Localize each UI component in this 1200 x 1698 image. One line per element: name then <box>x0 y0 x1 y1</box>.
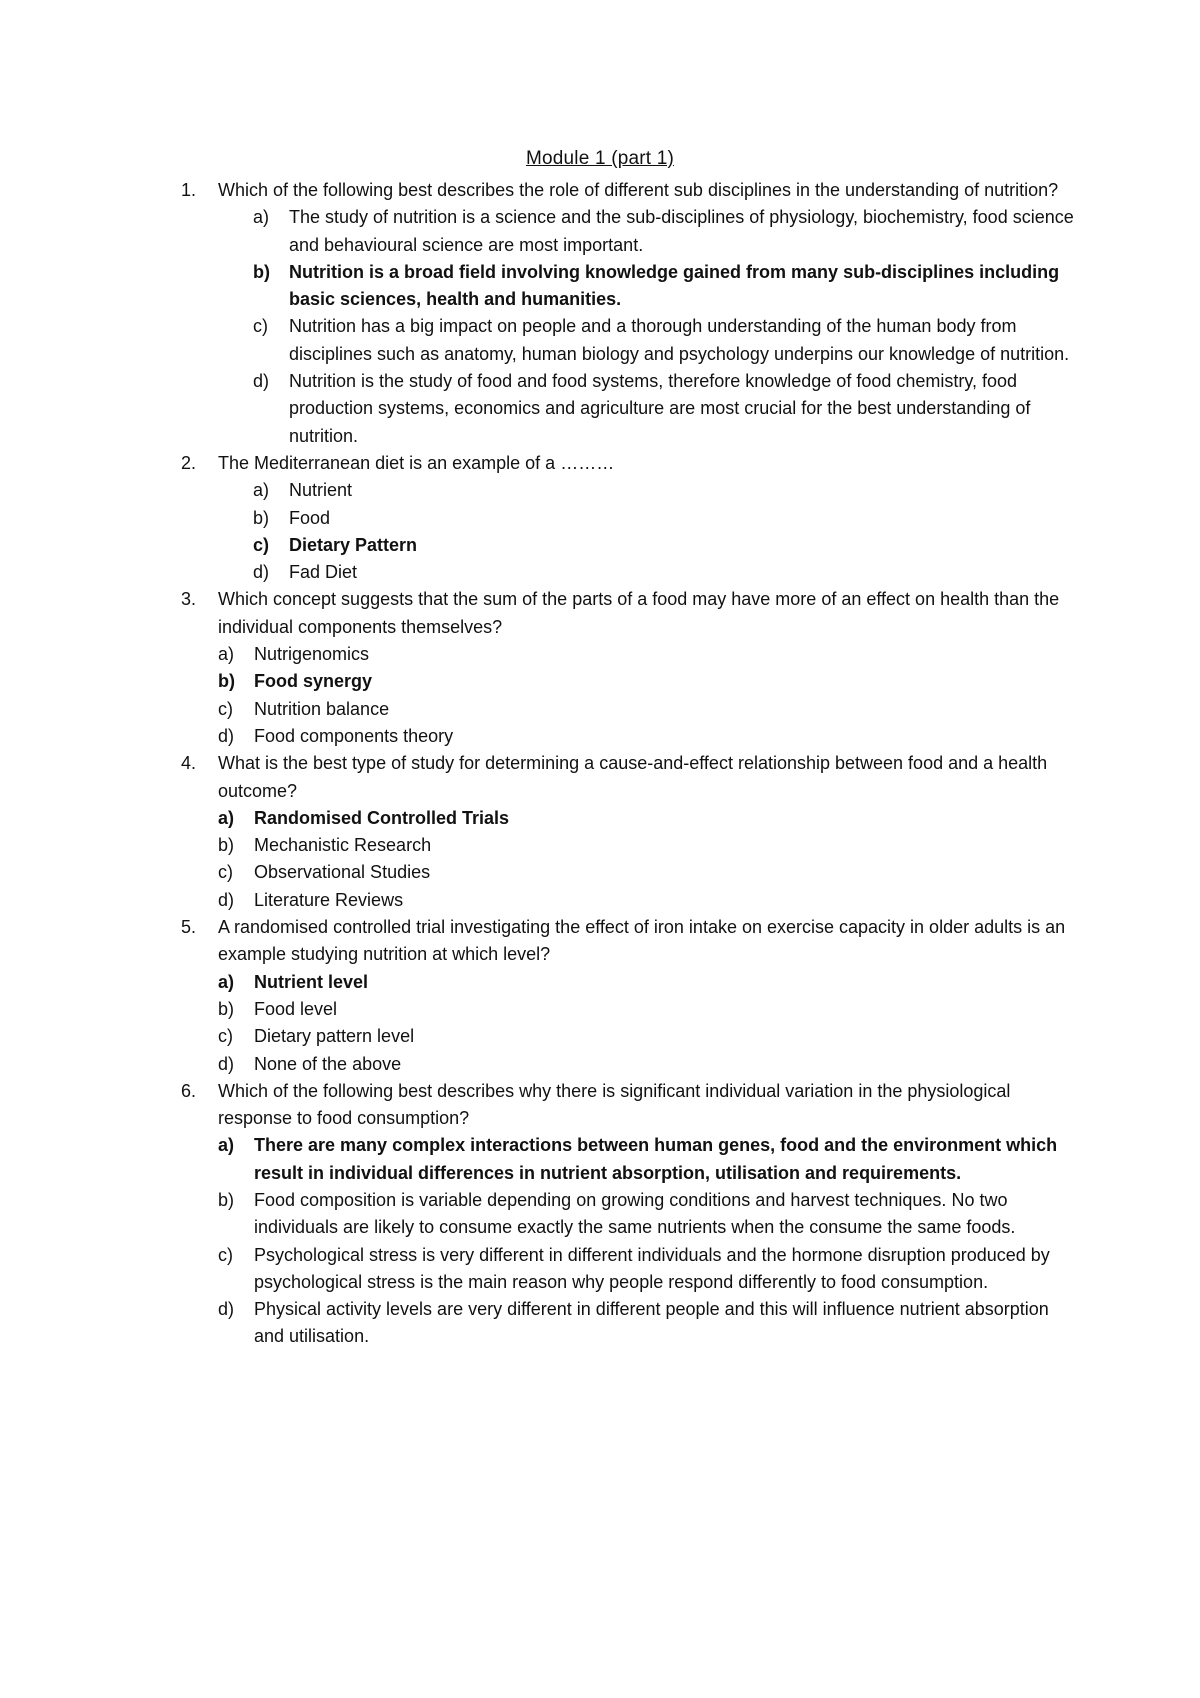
option-text: Nutrition has a big impact on people and a thorough understanding of the human body from disciplines such as anatomy, human biology and psychology underpins our knowledge of nutrition. <box>289 316 1070 364</box>
option-letter: a) <box>253 480 270 501</box>
question-6 <box>181 1078 1081 1351</box>
option-letter: a) <box>253 207 270 228</box>
option-letter: c) <box>253 316 268 337</box>
option-text: Food synergy <box>254 671 373 692</box>
question-text: A randomised controlled trial investigating the effect of iron intake on exercise capacity in older adults is an example studying nutrition at which level? <box>218 917 1066 965</box>
option-a <box>218 641 1081 668</box>
option-text: Literature Reviews <box>254 889 404 910</box>
option-letter: b) <box>218 1189 235 1210</box>
option-list <box>253 477 1081 586</box>
option-list <box>218 641 1081 750</box>
question-4 <box>181 750 1081 914</box>
option-text: Food components theory <box>254 725 454 746</box>
option-text: Physical activity levels are very different in different people and this will influence nutrient absorption and utilisation. <box>254 1299 1049 1347</box>
page-title: Module 1 (part 1) <box>525 148 675 169</box>
option-letter: a) <box>218 807 235 828</box>
question-5 <box>181 914 1081 1078</box>
question-1 <box>181 177 1081 450</box>
question-2 <box>181 450 1081 586</box>
option-b <box>218 832 1081 859</box>
option-b-correct <box>253 259 1081 314</box>
option-b-correct <box>218 668 1081 695</box>
question-number: 3. <box>181 589 197 610</box>
option-text: Mechanistic Research <box>254 835 432 856</box>
option-letter: d) <box>218 889 235 910</box>
option-letter: d) <box>218 1053 235 1074</box>
question-3 <box>181 586 1081 750</box>
option-list <box>253 204 1081 450</box>
option-letter: b) <box>253 261 270 282</box>
option-a <box>253 477 1081 504</box>
option-letter: c) <box>218 862 233 883</box>
option-list <box>218 805 1081 914</box>
option-text: None of the above <box>254 1053 402 1074</box>
option-letter: d) <box>253 562 270 583</box>
option-text: Food composition is variable depending on growing conditions and harvest techniques. No two individuals are likely to consume exactly the same nutrients when the consume the same foods. <box>254 1189 1016 1238</box>
option-c <box>253 313 1081 368</box>
option-text: Dietary Pattern <box>289 534 418 555</box>
option-letter: c) <box>218 1244 233 1265</box>
option-text: Food <box>289 507 331 528</box>
option-text: Dietary pattern level <box>254 1026 415 1047</box>
option-text: Observational Studies <box>254 862 431 883</box>
option-text: The study of nutrition is a science and the sub-disciplines of physiology, biochemistry, food science and behavioural science are most important. <box>289 207 1074 255</box>
option-letter: d) <box>253 371 270 392</box>
option-list <box>218 969 1081 1078</box>
option-text: Nutrition is a broad field involving knowledge gained from many sub-disciplines including basic sciences, health and humanities. <box>289 261 1060 310</box>
option-text: Nutrient <box>289 480 353 501</box>
option-d <box>253 368 1081 450</box>
option-letter: a) <box>218 971 235 992</box>
option-b <box>218 1187 1081 1242</box>
option-letter: d) <box>218 725 235 746</box>
question-list <box>181 177 1081 1351</box>
option-letter: c) <box>218 1026 233 1047</box>
option-text: There are many complex interactions between human genes, food and the environment which result in individual differences in nutrient absorption, utilisation and requirements. <box>254 1135 1058 1183</box>
option-letter: b) <box>218 835 235 856</box>
option-c <box>218 1023 1081 1050</box>
question-text: Which concept suggests that the sum of the parts of a food may have more of an effect on health than the individual components themselves? <box>218 589 1060 637</box>
option-letter: c) <box>218 698 233 719</box>
option-b <box>253 505 1081 532</box>
option-list <box>218 1132 1081 1350</box>
option-letter: d) <box>218 1299 235 1320</box>
option-letter: b) <box>218 671 235 692</box>
option-text: Randomised Controlled Trials <box>254 807 510 828</box>
question-text: Which of the following best describes the role of different sub disciplines in the understanding of nutrition? <box>218 180 1059 200</box>
option-text: Nutrition is the study of food and food systems, therefore knowledge of food chemistry, food production systems, economics and agriculture are most crucial for the best understanding of nutrition. <box>289 371 1031 446</box>
question-number: 5. <box>181 917 197 938</box>
question-number: 6. <box>181 1080 197 1101</box>
question-number: 2. <box>181 452 197 473</box>
option-c <box>218 859 1081 886</box>
option-d <box>218 1051 1081 1078</box>
option-a-correct <box>218 969 1081 996</box>
option-a <box>253 204 1081 259</box>
option-text: Nutrigenomics <box>254 644 370 665</box>
option-d <box>218 887 1081 914</box>
option-letter: a) <box>218 1135 235 1156</box>
option-letter: b) <box>218 998 235 1019</box>
option-text: Food level <box>254 998 338 1019</box>
question-number: 4. <box>181 753 197 774</box>
option-a-correct <box>218 805 1081 832</box>
option-c <box>218 696 1081 723</box>
question-text: The Mediterranean diet is an example of a ……… <box>218 452 615 473</box>
option-b <box>218 996 1081 1023</box>
option-a-correct <box>218 1132 1081 1187</box>
option-text: Psychological stress is very different in different individuals and the hormone disruption produced by psychological stress is the main reason why people respond differently to food consumption. <box>254 1244 1050 1292</box>
option-c-correct <box>253 532 1081 559</box>
option-text: Nutrient level <box>254 971 369 992</box>
option-c <box>218 1242 1081 1297</box>
option-d <box>218 1296 1081 1351</box>
option-letter: a) <box>218 644 235 665</box>
option-text: Nutrition balance <box>254 698 390 719</box>
question-number: 1. <box>181 180 197 200</box>
option-letter: b) <box>253 507 270 528</box>
option-letter: c) <box>253 534 270 555</box>
option-d <box>218 723 1081 750</box>
option-text: Fad Diet <box>289 562 358 583</box>
option-d <box>253 559 1081 586</box>
question-text: Which of the following best describes why there is significant individual variation in the physiological response to food consumption? <box>218 1080 1011 1129</box>
question-text: What is the best type of study for determining a cause-and-effect relationship between food and a health outcome? <box>218 753 1048 801</box>
